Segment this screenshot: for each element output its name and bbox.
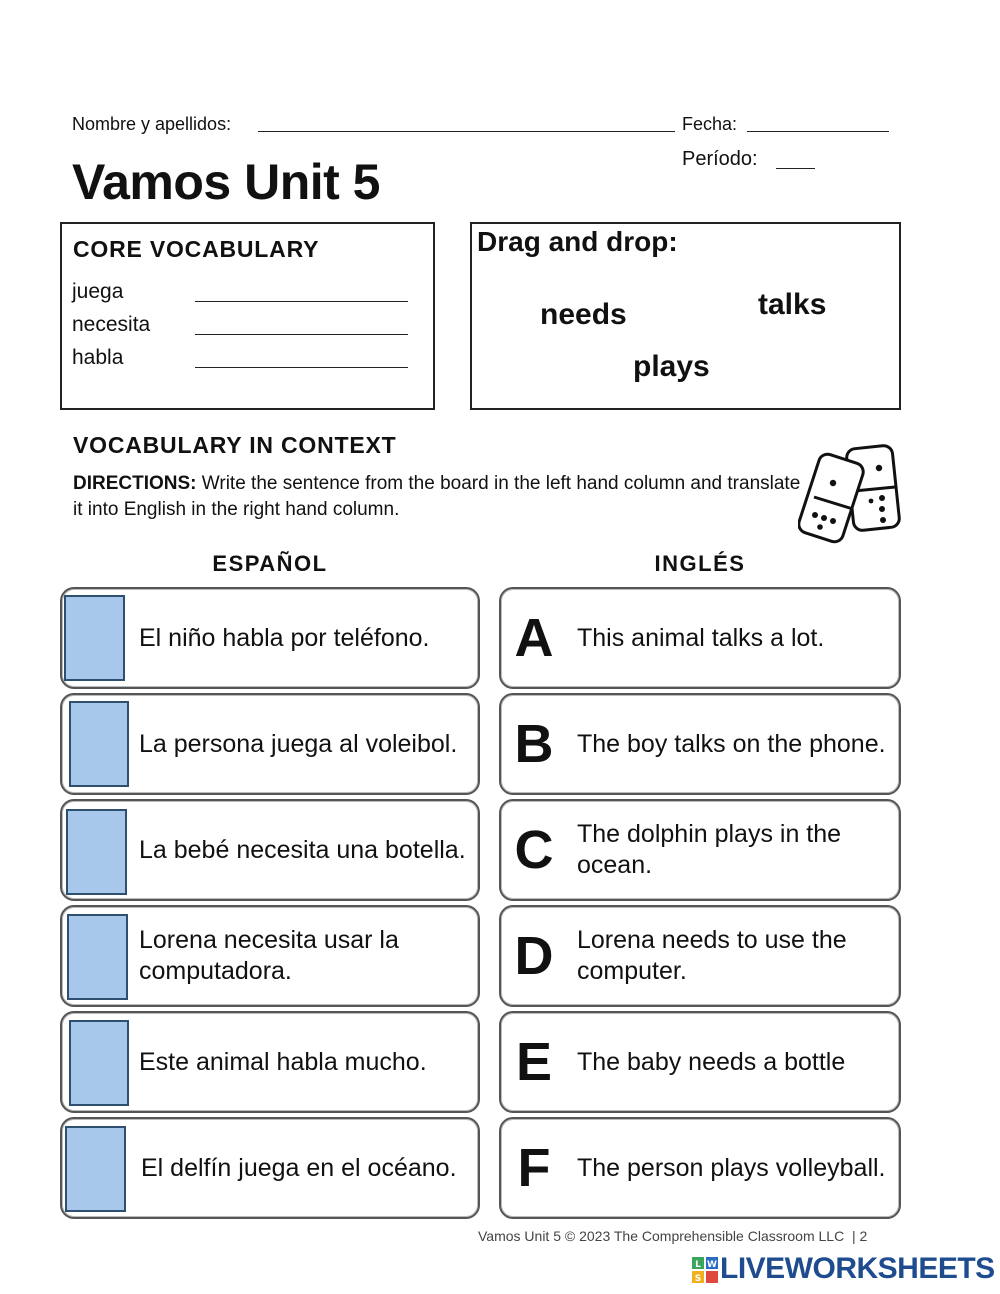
english-sentence: This animal talks a lot. [577, 623, 825, 652]
spanish-sentence: La persona juega al voleibol. [139, 729, 458, 758]
english-sentence: The baby needs a bottle [577, 1047, 846, 1076]
page-title: Vamos Unit 5 [72, 154, 380, 210]
core-vocabulary-title: CORE VOCABULARY [73, 236, 320, 262]
drag-drop-title: Drag and drop: [477, 226, 678, 257]
date-label: Fecha: [682, 114, 738, 134]
english-sentence: The dolphin plays in the ocean. [577, 820, 842, 879]
vocab-word: juega [72, 280, 124, 303]
english-sentence: The boy talks on the phone. [577, 729, 886, 758]
drop-target[interactable] [67, 914, 128, 1000]
drop-target[interactable] [65, 1126, 126, 1212]
logo-letter: W [707, 1260, 717, 1270]
vocab-answer-line [195, 334, 408, 335]
vocab-word: habla [72, 346, 124, 369]
vocab-answer-line [195, 301, 408, 302]
logo-letter: L [695, 1260, 701, 1270]
name-line [258, 131, 675, 132]
period-label: Período: [682, 148, 758, 170]
spanish-sentence: La bebé necesita una botella. [139, 835, 466, 864]
answer-letter: A [514, 608, 554, 668]
drop-target[interactable] [69, 701, 129, 787]
liveworksheets-logo-icon [692, 1257, 718, 1283]
dominoes-icon [798, 443, 902, 547]
english-column-header: INGLÉS [654, 551, 746, 576]
spanish-sentence: El delfín juega en el océano. [141, 1153, 457, 1182]
section-title: VOCABULARY IN CONTEXT [73, 432, 397, 458]
vocab-answer-line [195, 367, 408, 368]
directions-text: Write the sentence from the board in the left hand column and translate it into English in the right hand column. [73, 473, 801, 520]
drag-word-plays[interactable]: plays [633, 350, 710, 383]
drag-word-talks[interactable]: talks [758, 288, 827, 321]
drop-target[interactable] [69, 1020, 129, 1106]
spanish-sentence: El niño habla por teléfono. [139, 623, 430, 652]
spanish-sentence: Este animal habla mucho. [139, 1047, 427, 1076]
logo-letter: S [694, 1274, 702, 1283]
period-line [776, 168, 815, 169]
drop-target[interactable] [64, 595, 125, 681]
answer-letter: B [514, 714, 554, 774]
answer-letter: E [515, 1032, 553, 1092]
liveworksheets-brand[interactable]: LIVEWORKSHEETS [720, 1252, 995, 1285]
copyright-footer: Vamos Unit 5 © 2023 The Comprehensible Classroom LLC | 2 [478, 1228, 868, 1244]
drag-word-needs[interactable]: needs [540, 298, 627, 331]
answer-letter: F [517, 1138, 551, 1198]
spanish-sentence: Lorena necesita usar la computadora. [139, 926, 399, 985]
drop-target[interactable] [66, 809, 127, 895]
english-sentence: Lorena needs to use the computer. [577, 926, 847, 985]
answer-letter: C [514, 820, 554, 880]
vocab-word: necesita [72, 313, 151, 336]
name-label: Nombre y apellidos: [72, 114, 232, 134]
directions [73, 471, 803, 523]
answer-letter: D [514, 926, 554, 986]
date-line [747, 131, 889, 132]
spanish-column-header: ESPAÑOL [212, 551, 328, 576]
english-sentence: The person plays volleyball. [577, 1153, 886, 1182]
directions-label: DIRECTIONS: [73, 473, 197, 494]
